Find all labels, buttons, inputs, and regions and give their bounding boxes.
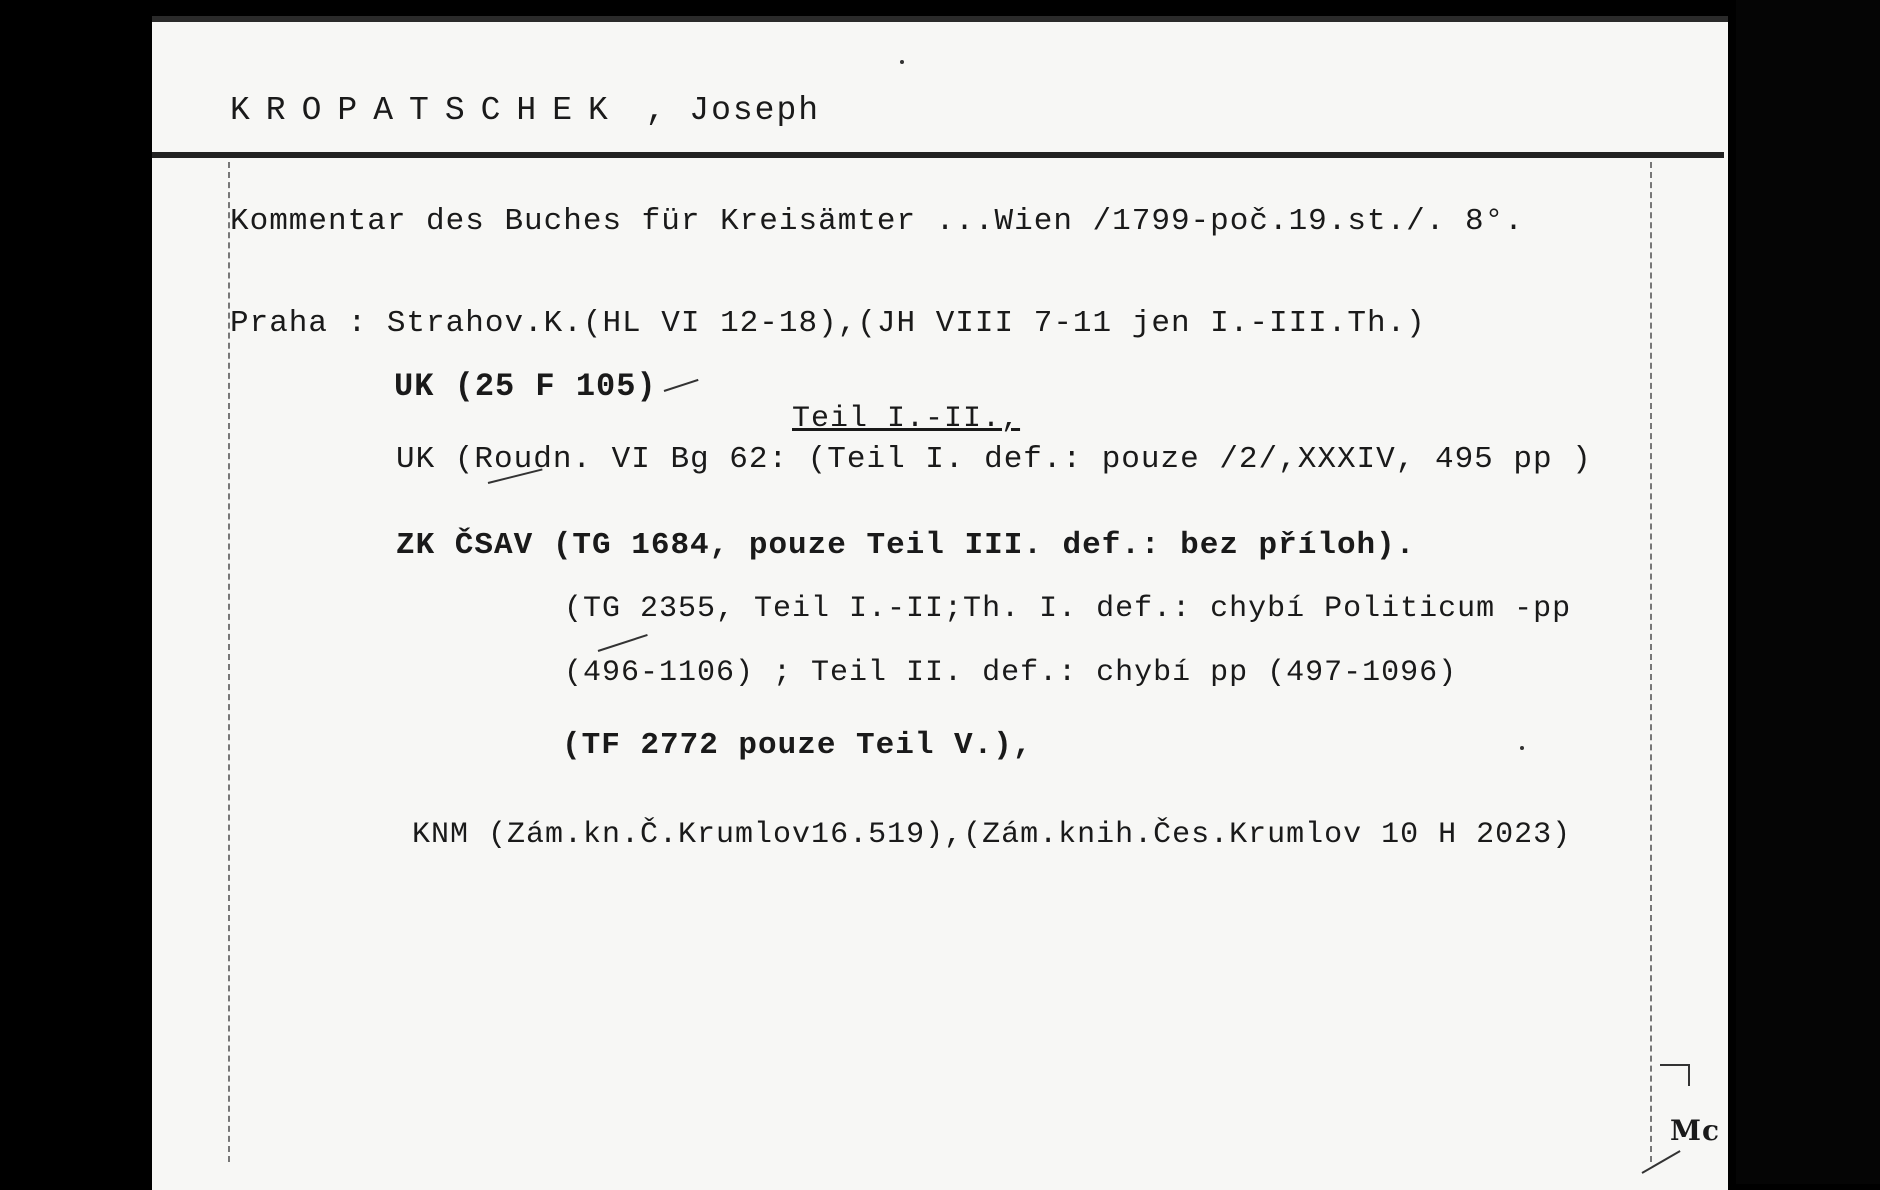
knm-holding: KNM (Zám.kn.Č.Krumlov16.519),(Zám.knih.Čes.Krumlov 10 H 2023) <box>412 818 1572 852</box>
praha-holdings-line: Praha : Strahov.K.(HL VI 12-18),(JH VIII 7-11 jen I.-III.Th.) <box>230 306 1426 341</box>
corner-stroke-mark <box>1660 1064 1690 1086</box>
speck <box>900 60 904 64</box>
tg-holding-2: (496-1106) ; Teil II. def.: chybí pp (497-1096) <box>564 656 1458 690</box>
author-surname: KROPATSCHEK <box>230 92 624 129</box>
title-line: Kommentar des Buches für Kreisämter ...Wien /1799-poč.19.st./. 8°. <box>230 204 1524 239</box>
author-given-name: Joseph <box>689 92 821 129</box>
uk-holding-2: UK (Roudn. VI Bg 62: (Teil I. def.: pouze /2/,XXXIV, 495 pp ) <box>396 442 1592 477</box>
check-mark <box>664 379 699 392</box>
right-margin-line <box>1650 162 1652 1162</box>
zk-csav-holding: ZK ČSAV (TG 1684, pouze Teil III. def.: bez příloh). <box>396 528 1416 563</box>
tg-holding-1: (TG 2355, Teil I.-II;Th. I. def.: chybí Politicum -pp <box>564 592 1572 626</box>
uk-holding-1: UK (25 F 105) <box>394 368 657 405</box>
scan-border <box>1736 0 1880 1184</box>
check-mark <box>598 634 648 652</box>
tf-holding: (TF 2772 pouze Teil V.), <box>562 728 1033 763</box>
interlinear-note: Teil I.-II., <box>792 402 1021 436</box>
heading-separator: , <box>623 92 690 129</box>
catalog-card <box>152 16 1728 1190</box>
corner-initials: Mc <box>1670 1114 1721 1147</box>
header-rule <box>152 152 1724 158</box>
card-heading <box>230 92 820 129</box>
check-mark <box>1642 1150 1681 1174</box>
speck <box>1520 746 1524 750</box>
